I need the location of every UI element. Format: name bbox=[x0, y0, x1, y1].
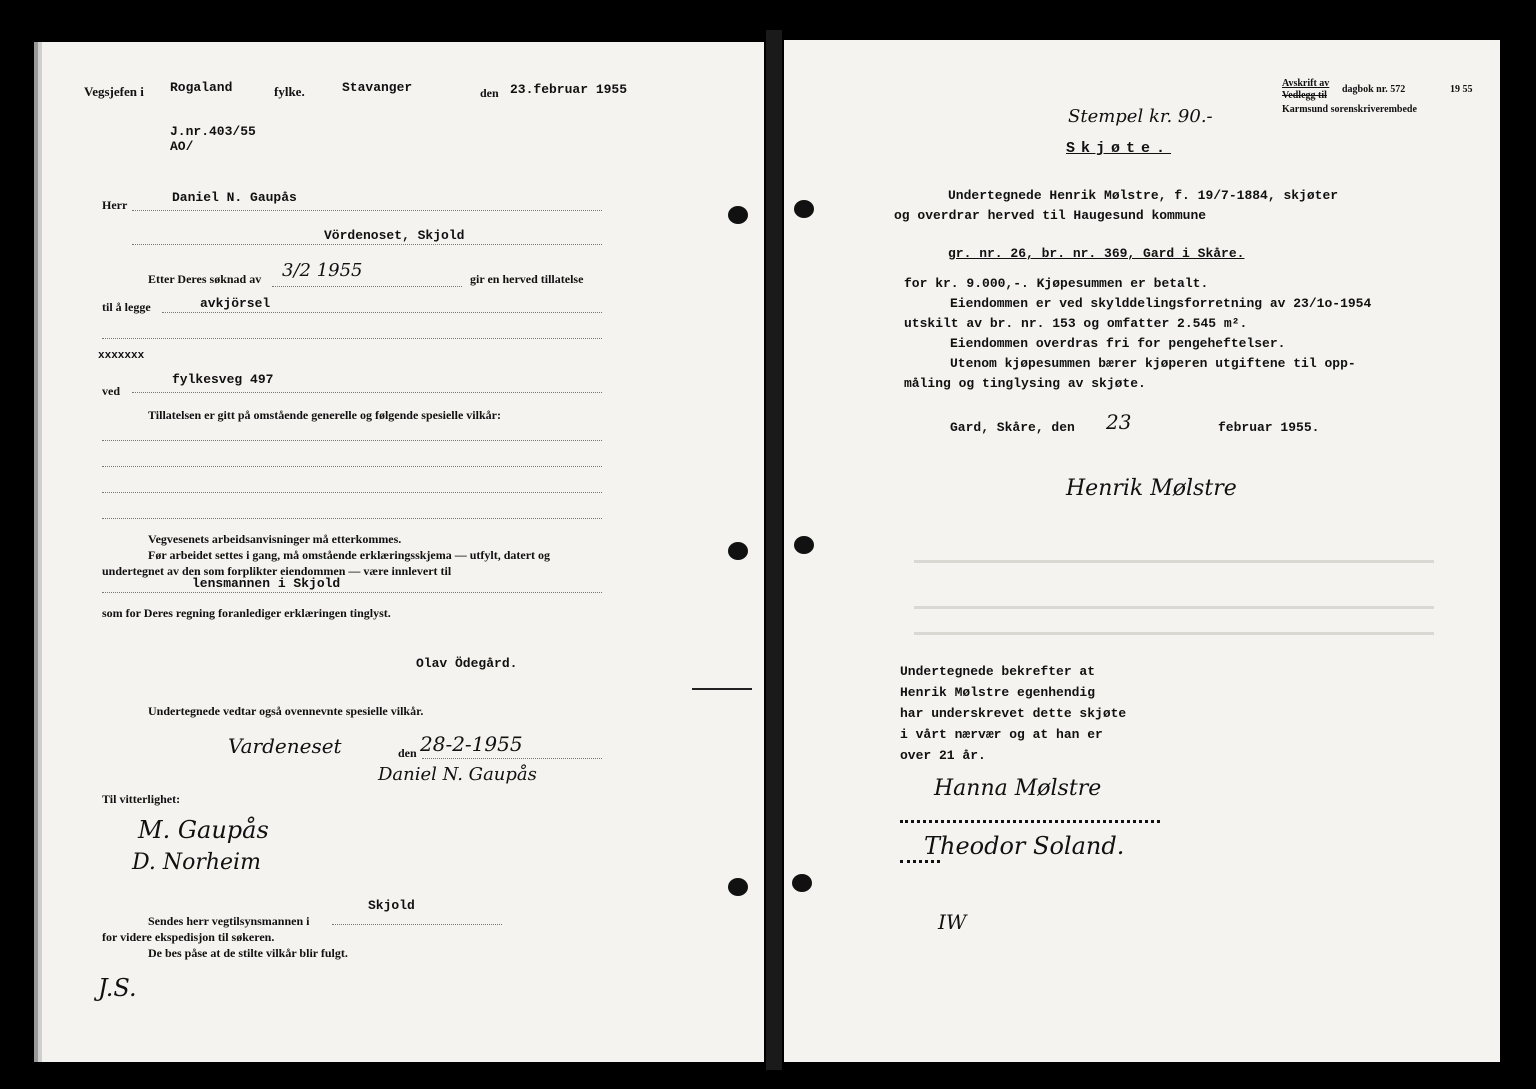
stamp-office: Karmsund sorenskriverembede bbox=[1282, 104, 1417, 115]
dotted-line bbox=[102, 466, 602, 467]
handwritten-place: Vardeneset bbox=[228, 734, 342, 758]
bleed-through-line bbox=[914, 632, 1434, 635]
eiendom-line-2: utskilt av br. nr. 153 og omfatter 2.545 m². bbox=[904, 316, 1248, 331]
header-label-den: den bbox=[480, 86, 499, 100]
dotted-line bbox=[900, 860, 940, 863]
witness-signature-2: D. Norheim bbox=[132, 850, 261, 875]
place-date-day: 23 bbox=[1106, 410, 1132, 434]
dotted-line bbox=[132, 392, 602, 393]
bekrefter-line-5: over 21 år. bbox=[900, 748, 986, 763]
page-mark bbox=[692, 688, 752, 690]
bekrefter-line-4: i vårt nærvær og at han er bbox=[900, 727, 1103, 742]
binder-hole bbox=[728, 206, 748, 224]
bleed-through-line bbox=[914, 606, 1434, 609]
gir-text: gir en herved tillatelse bbox=[470, 272, 584, 286]
handwritten-date: 28-2-1955 bbox=[420, 732, 523, 756]
body-line-1: Undertegnede Henrik Mølstre, f. 19/7-1884, skjøter bbox=[948, 188, 1339, 203]
binder-hole bbox=[728, 878, 748, 896]
deed-title: Skjøte. bbox=[1066, 140, 1172, 157]
header-label-vegsjefen: Vegsjefen i bbox=[84, 84, 144, 99]
dotted-line bbox=[132, 244, 602, 245]
dotted-line bbox=[102, 592, 602, 593]
dotted-line bbox=[422, 758, 602, 759]
bleed-through-line bbox=[914, 560, 1434, 563]
eiendom-line-3: Eiendommen overdras fri for pengeheftelser. bbox=[950, 336, 1286, 351]
utenom-line-2: måling og tinglysing av skjøte. bbox=[904, 376, 1146, 391]
dotted-line bbox=[102, 518, 602, 519]
stamp-dagbok: dagbok nr. 572 bbox=[1342, 84, 1406, 95]
header-county: Rogaland bbox=[170, 80, 233, 95]
sendes-line-3: De bes påse at de stilte vilkår blir fulgt. bbox=[148, 946, 348, 960]
body-line-2: og overdrar herved til Haugesund kommune bbox=[894, 208, 1207, 223]
stamp-vedlegg: Vedlegg til bbox=[1282, 90, 1327, 101]
dotted-line bbox=[162, 312, 602, 313]
dotted-line bbox=[272, 286, 462, 287]
tillatelsen-text: Tillatelsen er gitt på omstående generelle og følgende spesielle vilkår: bbox=[148, 408, 501, 422]
witness-signature-1: M. Gaupås bbox=[138, 816, 269, 844]
bekrefter-line-3: har underskrevet dette skjøte bbox=[900, 706, 1127, 721]
journal-ref: J.nr.403/55 bbox=[170, 124, 256, 139]
for-arbeidet-line-1: Før arbeidet settes i gang, må omstående erklæringsskjema — utfylt, datert og bbox=[148, 548, 551, 562]
lensmann-value: lensmannen i Skjold bbox=[192, 576, 341, 591]
til-vitterlighet-label: Til vitterlighet: bbox=[102, 792, 181, 806]
crossed-out-word: xxxxxxx bbox=[98, 350, 145, 362]
official-signer: Olav Ödegård. bbox=[416, 656, 518, 671]
stamp-year: 19 55 bbox=[1450, 84, 1473, 95]
binder-hole bbox=[792, 874, 812, 892]
book-spine bbox=[766, 30, 782, 1070]
handwritten-initial: IW bbox=[938, 910, 967, 934]
price-line: for kr. 9.000,-. Kjøpesummen er betalt. bbox=[904, 276, 1209, 291]
soknad-text: Etter Deres søknad av bbox=[148, 272, 262, 286]
vegvesenets-text: Vegvesenets arbeidsanvisninger må etterkommes. bbox=[148, 532, 402, 546]
dotted-line bbox=[102, 338, 602, 339]
addressee-place: Vördenoset, Skjold bbox=[324, 228, 465, 243]
utenom-line-1: Utenom kjøpesummen bærer kjøperen utgiftene til opp- bbox=[950, 356, 1356, 371]
bekrefter-line-1: Undertegnede bekrefter at bbox=[900, 664, 1096, 679]
soknad-date: 3/2 1955 bbox=[282, 260, 363, 281]
ved-value: fylkesveg 497 bbox=[172, 372, 274, 387]
handwritten-initials: J.S. bbox=[98, 974, 137, 1002]
for-arbeidet-line-2: undertegnet av den som forplikter eiendommen — være innlevert til bbox=[102, 564, 452, 578]
place-date-prefix: Gard, Skåre, den bbox=[950, 420, 1075, 435]
witness-signature-1: Hanna Mølstre bbox=[934, 776, 1102, 801]
dotted-line bbox=[132, 210, 602, 211]
witness-signature-2: Theodor Soland. bbox=[924, 832, 1125, 860]
til-legge-label: til å legge bbox=[102, 300, 151, 314]
right-page-deed bbox=[784, 40, 1500, 1062]
seller-signature: Henrik Mølstre bbox=[1066, 476, 1237, 501]
stamp-avskrift: Avskrift av bbox=[1282, 78, 1330, 89]
addressee-name: Daniel N. Gaupås bbox=[172, 190, 297, 205]
eiendom-line-1: Eiendommen er ved skylddelingsforretning av 23/1o-1954 bbox=[950, 296, 1372, 311]
journal-ref-initials: AO/ bbox=[170, 139, 194, 154]
herr-label: Herr bbox=[102, 198, 128, 212]
dotted-line bbox=[102, 492, 602, 493]
bekrefter-line-2: Henrik Mølstre egenhendig bbox=[900, 685, 1096, 700]
dotted-line bbox=[332, 924, 502, 925]
header-date: 23.februar 1955 bbox=[510, 82, 628, 97]
ved-label: ved bbox=[102, 384, 120, 398]
binder-hole bbox=[728, 542, 748, 560]
binder-hole bbox=[794, 536, 814, 554]
som-for-text: som for Deres regning foranlediger erklæringen tinglyst. bbox=[102, 606, 391, 620]
sendes-line-2: for videre ekspedisjon til søkeren. bbox=[102, 930, 275, 944]
skjold-value: Skjold bbox=[368, 898, 415, 913]
applicant-signature: Daniel N. Gaupås bbox=[378, 764, 537, 785]
til-legge-value: avkjörsel bbox=[200, 296, 271, 311]
dotted-line bbox=[900, 820, 1160, 823]
vedtar-text: Undertegnede vedtar også ovennevnte spesielle vilkår. bbox=[148, 704, 424, 718]
sendes-line-1: Sendes herr vegtilsynsmannen i bbox=[148, 914, 310, 928]
left-page-road-permit bbox=[42, 42, 764, 1062]
header-place: Stavanger bbox=[342, 80, 413, 95]
header-label-fylke: fylke. bbox=[274, 84, 305, 99]
property-ref: gr. nr. 26, br. nr. 369, Gard i Skåre. bbox=[948, 246, 1245, 261]
place-date-suffix: februar 1955. bbox=[1218, 420, 1320, 435]
den-label: den bbox=[398, 746, 417, 760]
binder-hole bbox=[794, 200, 814, 218]
dotted-line bbox=[102, 440, 602, 441]
stamp-duty-note: Stempel kr. 90.- bbox=[1068, 106, 1213, 127]
